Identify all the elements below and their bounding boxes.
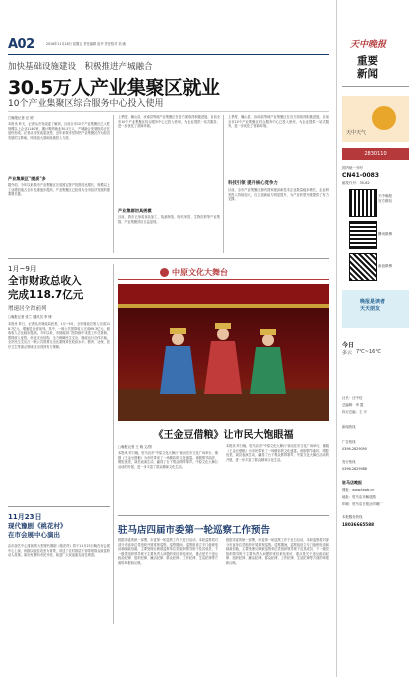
page-number: A02 xyxy=(8,37,35,52)
sidebar-weather-title: 今日 xyxy=(342,342,355,349)
theatre-bottom-rule xyxy=(118,515,329,516)
sidebar-code: CN41-0083 xyxy=(342,172,379,179)
fiscal-byline: □晚报记者 张兰 通讯员 李 博 xyxy=(8,315,52,319)
footer-line: 社长：汪中信 xyxy=(342,396,363,400)
footer-line: 执行总编：王 平 xyxy=(342,410,367,414)
inspection-body: 根据市委的统一部署，市委第一轮巡察工作于近日启动，本轮巡察将对部分市直单位党组织开展常规巡察。巡察期间，巡察组设立专门值班电话和邮政信箱，主要受理反映被巡察单位党组织领导班子及其成员、下一级党组织领导班子主要负责人问题的来信来电来访，重点是关于违反政治纪律、组织纪律、廉洁纪律、群众纪律、工作纪律、生活纪律等方面的举报和反映。 xyxy=(118,538,218,565)
qr-wechat-label: 天中晚报 官方微信 xyxy=(378,194,392,203)
inspection-body-2: 根据市委的统一部署，市委第一轮巡察工作于近日启动，本轮巡察将对部分市直单位党组织开展常规巡察。巡察期间，巡察组设立专门值班电话和邮政信箱，主要受理反映被巡察单位党组织领导班子及其成员、下一级党组织领导班子主要负责人问题的来信来电来访，重点是关于违反政治纪律、组织纪律、廉洁纪律、群众纪律、工作纪律、生活纪律等方面的举报和反映。 xyxy=(226,538,329,565)
lead-bottom-rule xyxy=(8,258,329,259)
col-divider-2 xyxy=(223,115,224,253)
fiscal-headline: 全市财政总收入 完成118.7亿元 xyxy=(8,275,84,301)
sidebar-rule xyxy=(342,86,409,87)
footer-line: 总编辑：李 霞 xyxy=(342,403,364,407)
theatre-banner xyxy=(118,266,329,280)
theatre-banner-text: 中原文化大舞台 xyxy=(172,267,228,277)
lead-body-5a: 上季度，确山县、汝南县等地产业集聚区在各方面取得积极进展。目前全市10个产业集聚区综合服务中心已投入使用，为企业提供一站式服务，进一步优化了营商环境。 xyxy=(228,115,329,129)
theatre-body-2: 本报讯 昨日晚，驻马店市"中原文化大舞台"演出在市文化广场举行，豫剧《王金豆借粮》为市民带来了一场精彩的文化盛宴。该剧情节曲折，唱腔优美，演员表演生动，赢得了台下观众阵阵掌声。中原文化大舞台活动的开展，进一步丰富了群众精神文化生活。 xyxy=(226,444,329,462)
footer-line: 网址：www.tzwb.cn xyxy=(342,488,375,492)
sidebar-code-label: 国内统一刊号 xyxy=(342,166,363,170)
footer-line: 0396-2829988 xyxy=(342,467,367,471)
sidebar-section: 重要 新闻 xyxy=(357,55,378,80)
qr-tencent-label: 腾讯微博 xyxy=(378,232,392,236)
sidebar-weather-banner xyxy=(342,96,409,142)
footer-line: 地址：驻马店市解放路 xyxy=(342,495,376,499)
lead-body-3: 上季度，确山县、汝南县等地产业集聚区在各方面取得积极进展。目前全市10个产业集聚区综合服务中心已投入使用，为企业提供一站式服务，进一步优化了营商环境。 xyxy=(118,115,220,129)
qr-code-tencent xyxy=(350,222,376,248)
fiscal-range: 1月~9月 xyxy=(8,265,37,273)
sidebar-weather-tag: 天中天气 xyxy=(346,130,367,136)
opera-photo-scene xyxy=(118,284,329,421)
lead-headline: 30.5万人产业集聚区就业 xyxy=(8,77,220,99)
theatre-body: 本报讯 昨日晚，驻马店市"中原文化大舞台"演出在市文化广场举行，豫剧《王金豆借粮》为市民带来了一场精彩的文化盛宴。该剧情节曲折，唱腔优美，演员表演生动，赢得了台下观众阵阵掌声。中原文化大舞台活动的开展，进一步丰富了群众精神文化生活。 xyxy=(118,451,218,469)
footer-line: 发行热线 xyxy=(342,460,356,464)
footer-line: 印刷：驻马店日报社印刷厂 xyxy=(342,502,383,506)
inspection-headline: 驻马店四届市委第一轮巡察工作预告 xyxy=(118,525,271,536)
sidebar-hotline: 2830110 xyxy=(364,151,387,157)
sidebar-tagline-box xyxy=(342,290,409,328)
lead-sub-1: 产业集聚区"提质"多 xyxy=(8,176,46,181)
theatre-headline: 《王金豆借粮》让市民大饱眼福 xyxy=(153,430,294,441)
col-divider-3 xyxy=(113,264,114,624)
opera-headline: 现代豫剧《桃花村》 在市会展中心演出 xyxy=(8,522,67,539)
lead-deck: 10个产业集聚区综合服务中心投入使用 xyxy=(8,99,164,109)
fiscal-deck: 增速居全省前列 xyxy=(8,306,47,312)
lead-body-2: 据介绍，今年以来我市产业集聚区完成固定资产投资同比增长，规模以上工业增加值占全市比重逐步提高，产业集聚区已经成为全市经济发展的重要增长极。 xyxy=(8,183,110,197)
sidebar-footer xyxy=(342,395,409,529)
sidebar-logo: 天中晚报 xyxy=(350,40,387,50)
sidebar-ad-label: 邮发代号：35-62 xyxy=(342,181,370,185)
fiscal-body: 本报讯 昨日，记者从市财政局获悉，1月~9月，全市财政总收入完成118.7亿元，增速居全省前列。其中，一般公共预算收入完成69.3亿元，税收收入占比稳步提高。今年以来，市财政部门坚持稳中求进工作总基调，狠抓收入征管，优化支出结构，全力保障民生支出，财政运行总体平稳。全市民生支出占一般公共预算支出比重保持在较高水平，教育、社保、医疗卫生等重点领域支出得到有力保障。 xyxy=(8,322,110,349)
footer-line: 0396-2829090 xyxy=(342,447,367,451)
sidebar-temp: 7℃~16℃ xyxy=(356,349,381,355)
qr-sina-label: 新浪微博 xyxy=(378,264,392,268)
qr-code-wechat xyxy=(350,190,376,216)
footer-line: 新闻热线 xyxy=(342,425,356,429)
col-divider-1 xyxy=(113,115,114,253)
sidebar-hotline-box xyxy=(342,148,409,160)
footer-line: 驻马店晚报 xyxy=(342,480,362,485)
footer-line: 本报服务热线 xyxy=(342,515,363,519)
lead-sub-2: 产业集群初具规模 xyxy=(118,208,152,213)
sidebar-tagline: 晚报是读者 天天朋友 xyxy=(360,299,386,312)
lead-byline: □晚报记者 汪 婷 xyxy=(8,116,34,120)
lead-body-5: 目前，全市产业集聚区拥有国家级高新技术企业数量稳步增长，企业研发投入持续加大，自主创新能力明显提升，为产业转型升级提供了有力支撑。 xyxy=(228,188,329,202)
lead-body-1: 本报讯 昨天，记者从市发改委了解到，目前全市10个产业集聚区已入驻规模以上企业1140家，累计吸纳就业30.5万人，产城融合发展格局正在加快形成。记者从市发改委获悉，近年来我市坚持把产业集聚区作为经济发展的主阵地，持续加大基础设施投入力度。 xyxy=(8,122,110,140)
opera-photo xyxy=(118,284,329,421)
lead-sub-3: 科技引领 提升核心竞争力 xyxy=(228,181,278,186)
sidebar-weather-icon xyxy=(372,106,396,130)
qr-code-sina xyxy=(350,254,376,280)
sidebar-weather-sub: 多云 xyxy=(342,350,353,356)
lead-body-4: 目前，我市已形成食品加工、装备制造、现代家居、生物医药等产业集群，产业集聚效应日益显现。 xyxy=(118,215,220,224)
theatre-banner-icon xyxy=(160,268,169,277)
opera-date: 11月23日 xyxy=(8,513,42,521)
left-divider xyxy=(8,506,110,507)
theatre-byline: □晚报记者 王 晓 文/图 xyxy=(118,445,152,449)
lead-kicker: 加快基础设施建设 积极推进产城融合 xyxy=(8,62,153,72)
lead-rule xyxy=(8,111,329,112)
footer-line: 18036665588 xyxy=(342,522,375,527)
opera-body: 由市演艺中心排演的大型现代豫剧《桃花村》将于11月23日晚在市会展中心上演，该剧以脱贫攻坚为背景，讲述了农村基层干部带领群众致富的动人故事。演出免费向市民开放，欢迎广大戏迷朋友前往观看。 xyxy=(8,544,110,558)
footer-line: 广告热线 xyxy=(342,440,356,444)
date-line: 2016年11月18日 星期五 责任编辑 赵华 责任校对 刘 涵 xyxy=(46,42,126,46)
header-rule xyxy=(8,54,329,55)
